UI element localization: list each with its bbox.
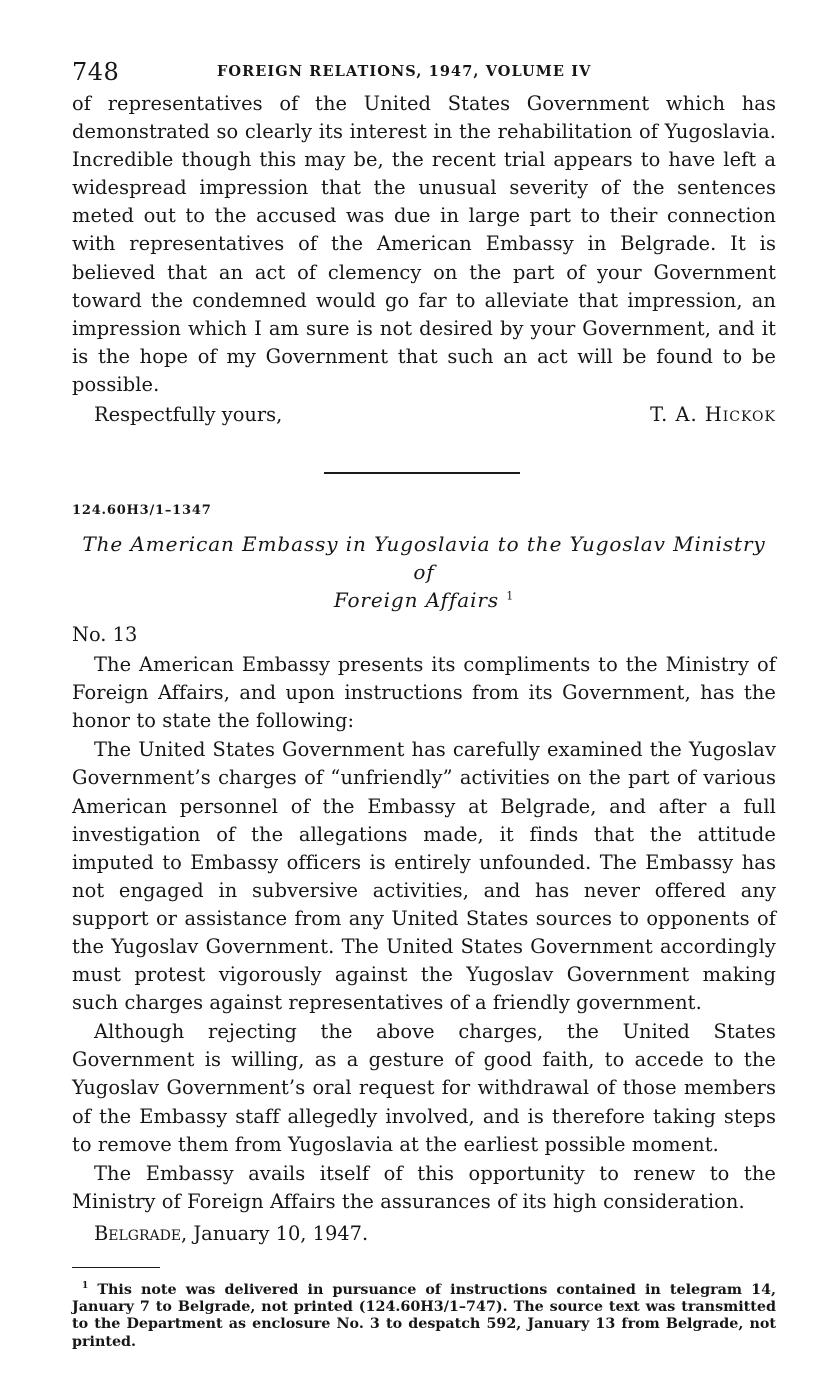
running-title: FOREIGN RELATIONS, 1947, VOLUME IV xyxy=(217,63,592,80)
letter-body xyxy=(72,90,776,399)
document-heading-line1: The American Embassy in Yugoslavia to the Yugoslav Ministry of xyxy=(82,532,766,585)
dateline-date: , January 10, 1947. xyxy=(181,1221,369,1245)
document-number: No. 13 xyxy=(72,623,138,647)
dateline-place: Belgrade xyxy=(94,1221,182,1245)
note-paragraph: Although rejecting the above charges, the United States Government is willing, as a gesture of good faith, to accede to the Yugoslav Government’s oral request for withdrawal of those members of the Embassy staff allegedly involved, and is therefore taking steps to remove them from Yugoslavia at the earliest possible moment. xyxy=(72,1020,776,1156)
file-reference: 124.60H3/1–1347 xyxy=(72,503,212,519)
running-head xyxy=(72,58,776,90)
document-heading-line2-wrap xyxy=(72,586,776,614)
heading-footnote-marker: 1 xyxy=(506,589,515,603)
footnote xyxy=(72,1282,776,1351)
page-number: 748 xyxy=(72,58,120,86)
letter-signoff xyxy=(72,401,776,431)
note-paragraph: The Embassy avails itself of this opportunity to renew to the Ministry of Foreign Affairs the assurances of its high consideration. xyxy=(72,1161,776,1213)
document-heading-line2: Foreign Affairs xyxy=(333,588,500,613)
document-heading xyxy=(72,530,776,614)
dateline xyxy=(72,1222,776,1245)
footnote-text: This note was delivered in pursuance of instructions contained in telegram 14, January 7 to Belgrade, not printed (124.60H3/1–747). The source text was transmitted to the Department as enclosure No. 3 to despatch 592, January 13 from Belgrade, not printed. xyxy=(72,1281,776,1350)
footnote-rule xyxy=(72,1267,160,1268)
letter-signature: T. A. Hickok xyxy=(650,403,776,427)
note-body xyxy=(72,651,776,1216)
note-paragraph: The United States Government has carefully examined the Yugoslav Government’s charges of “unfriendly” activities on the part of various American personnel of the Embassy at Belgrade, and after a full investigation of the allegations made, it finds that the attitude imputed to Embassy officers is entirely unfounded. The Embassy has not engaged in subversive activities, and has never offered any support or assistance from any United States sources to opponents of the Yugoslav Government. The United States Government accordingly must protest vigorously against the Yugoslav Government making such charges against representatives of a friendly government. xyxy=(72,738,776,1015)
footnote-marker: 1 xyxy=(82,1281,89,1292)
note-paragraph: The American Embassy presents its compliments to the Ministry of Foreign Affairs, and upon instructions from its Government, has the honor to state the following: xyxy=(72,653,776,733)
document-page xyxy=(72,58,776,1351)
letter-continuation-paragraph: of representatives of the United States Government which has demonstrated so clearly its interest in the rehabilitation of Yugoslavia. Incredible though this may be, the recent trial appears to have left a widespread impression that the unusual severity of the sentences meted out to the accused was due in large part to their connection with representatives of the American Embassy in Belgrade. It is believed that an act of clemency on the part of your Government toward the condemned would go far to alleviate that impression, an impression which I am sure is not desired by your Government, and it is the hope of my Government that such an act will be found to be possible. xyxy=(72,92,776,396)
letter-closing: Respectfully yours, xyxy=(94,403,283,427)
section-divider xyxy=(324,472,520,474)
